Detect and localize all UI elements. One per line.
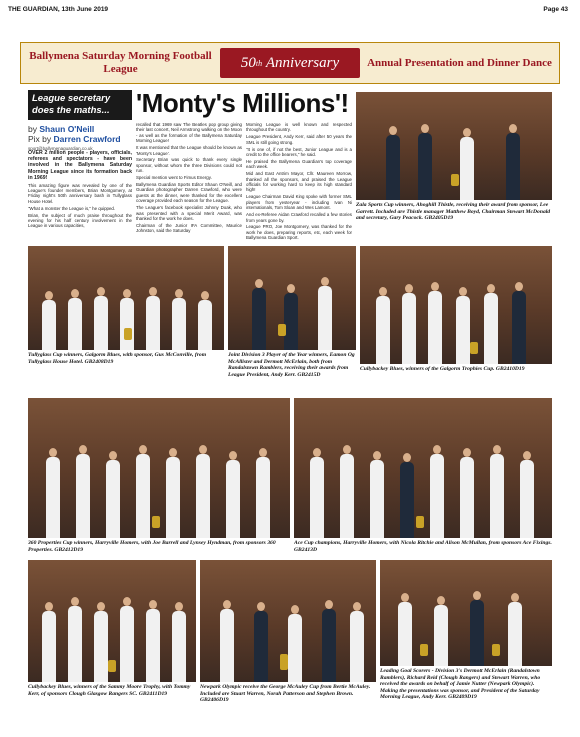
article-column-1 <box>28 150 132 242</box>
banner-event-name: Annual Presentation and Dinner Dance <box>367 56 552 69</box>
article-lead: OVER 2 million people - players, officials, referees and spectators - have been involved in the Ballymena Saturday Morning League since its formation back in 1969! <box>28 150 132 181</box>
article-paragraph: League PRO, Joe Montgomery, was thanked for the work he does, preparing reports, etc, each week for Ballymena Guardian Sport. <box>246 224 352 241</box>
article-paragraph: Morning League is well known and respected throughout the country. <box>246 122 352 133</box>
article-paragraph: "It is one of, if not the best, Junior League and is a credit to the office bearers," he said. <box>246 146 352 158</box>
article-paragraph: League President, Andy Kerr, said after 50 years the SML is still going strong. <box>246 134 352 145</box>
byline-author: Shaun O'Neill <box>39 124 95 134</box>
byline-pix-prefix: Pix by <box>28 134 52 144</box>
article-paragraph: The League's facebook specialist Johnny Doak, who was presented with a special Merit Award, was thanked for the work he does. <box>136 205 242 221</box>
banner-anniversary <box>220 48 360 78</box>
article-paragraph: Brian, the subject of much praise throughout the evening for his half century involvement in the League in various capacities, <box>28 212 132 229</box>
article-paragraph: League Chairman David King spoke with former SML players from yesteryear - including Ivan Ni internationals, Tom Sloan and Wes Lamont. <box>246 194 352 211</box>
headline: 'Monty's Millions'! <box>136 88 349 118</box>
section-banner <box>20 42 560 84</box>
kicker-tag: League secretary does the maths... <box>28 90 132 120</box>
caption-photo-6: Ace Cup champions, Harryville Homers, with Nicola Ritchie and Alison McMullan, from sponsors Ace Fixings. GB2413D <box>294 540 552 553</box>
anniversary-number: 50 <box>240 54 256 71</box>
article-paragraph: It was mentioned that the League should be known as 'Monty's League'. <box>136 145 242 156</box>
article-paragraph: Chairman of the Junior IFA Committee, Maurice Johnston, said the Saturday <box>136 222 242 234</box>
article-column-2 <box>136 122 242 242</box>
article-paragraph: And ex-Referee Aidan Crawford recalled a few stories from years gone by. <box>246 212 352 223</box>
article-paragraph: Special mention went to Fimus Energy. <box>136 175 212 181</box>
article-paragraph: Secretary Brian was quick to thank every single sponsor, without whom the three Divisions could not run. <box>136 157 242 174</box>
photo-galgorm-blues <box>28 246 224 350</box>
anniversary-suffix: th <box>255 58 263 68</box>
photo-division-3-players <box>228 246 356 350</box>
byline-photographer: Darren Crawford <box>53 134 121 144</box>
caption-photo-4: Cullybackey Blues, winners of the Galgorm Trophies Cup. GB2410D19 <box>360 366 525 372</box>
byline-email: sport@ballymenaguardian.co.uk <box>28 146 93 151</box>
anniversary-word: Anniversary <box>265 54 340 71</box>
banner-league-name: Ballymena Saturday Morning Football League <box>29 50 212 75</box>
photo-ahoghill-thistle <box>356 92 552 200</box>
page-header-date: THE GUARDIAN, 13th June 2019 <box>8 6 109 13</box>
caption-photo-3: Joint Division 3 Player of the Year winners, Eamon Og McAllister and Dermott McErlain, both from Randalstown Ramblers, receiving their awards from League President, Andy Kerr. GB2415D <box>228 352 355 378</box>
article-paragraph: This amazing figure was revealed by one of the League's founder members, Brian Montgomery, at Friday night's 50th anniversary bash in Tullyglass House Hotel. <box>28 182 132 204</box>
caption-photo-8: Newpark Olympic receive the George McAuley Cup from Bertie McAuley. Included are Stuart Warren, Norah Patterson and Stephen Brown. GB2406D19 <box>200 684 371 704</box>
caption-photo-1: Zala Sports Cup winners, Ahoghill Thistle, receiving their award from sponsor, Lee Garrett. Included are Thistle manager Matthew Boyd, Chairman Stewart McDonald and secretary, Gary Peacock. GB2405D19 <box>356 202 551 222</box>
article-paragraph: recalled that 1969 saw The Beatles pop group giving their last concert, Neil Armstrong walking on the Moon - as well as the formation of the Ballymena Saturday Morning League! <box>136 122 242 144</box>
photo-cullybackey-blues-sammy-moore <box>28 560 196 682</box>
article-paragraph: "What a monster the League is," he quipped. <box>28 205 116 211</box>
photo-harryville-homers-360 <box>28 398 290 538</box>
photo-leading-goal-scorers <box>380 560 552 666</box>
article-paragraph: Mid and East Antrim Mayor, Cllr. Maureen Morrow, thanked all the sponsors, and praised the League officials for working hard to keep its high standard high! <box>246 171 352 193</box>
caption-photo-9: Leading Goal Scorers - Division 3's Dermott McErlain (Randalstown Ramblers), Richard Reid (Clough Rangers) and Stewart Warren, who received the awards on behalf of Jamie Nutter (Newpark Olympic). Making the presentations was sponsor, and President of the Saturday Morning League, Andy Kerr. GB2409D19 <box>380 668 541 701</box>
caption-photo-2: Tullyglass Cup winners, Galgorm Blues, with sponsor, Gus McConville, from Tullyglass House Hotel. GB2408D19 <box>28 352 207 365</box>
photo-newpark-olympic <box>200 560 376 682</box>
caption-photo-7: Cullybackey Blues, winners of the Sammy Moore Trophy, with Tommy Kerr, of sponsors Clough Glasgow Rangers SC. GB2411D19 <box>28 684 191 697</box>
article-paragraph: He praised the Ballymena Guardian's top coverage each week. <box>246 158 352 170</box>
caption-photo-5: 360 Properties Cup winners, Harryville Homers, with Joe Barrell and Lynsey Hyndman, from sponsors 360 Properties. GB2412D19 <box>28 540 276 553</box>
article-column-3 <box>246 122 352 242</box>
page-number: Page 43 <box>543 6 568 13</box>
photo-harryville-homers-ace <box>294 398 552 538</box>
byline-prefix: by <box>28 124 37 134</box>
photo-cullybackey-blues-galgorm <box>360 246 552 364</box>
article-paragraph: Ballymena Guardian Sports Editor Shaun O'Neill, and Guardian photographer Darren Crawford, who were guests at the dinner, were thanked for the excellent coverage provided each season for the League. <box>136 182 242 204</box>
